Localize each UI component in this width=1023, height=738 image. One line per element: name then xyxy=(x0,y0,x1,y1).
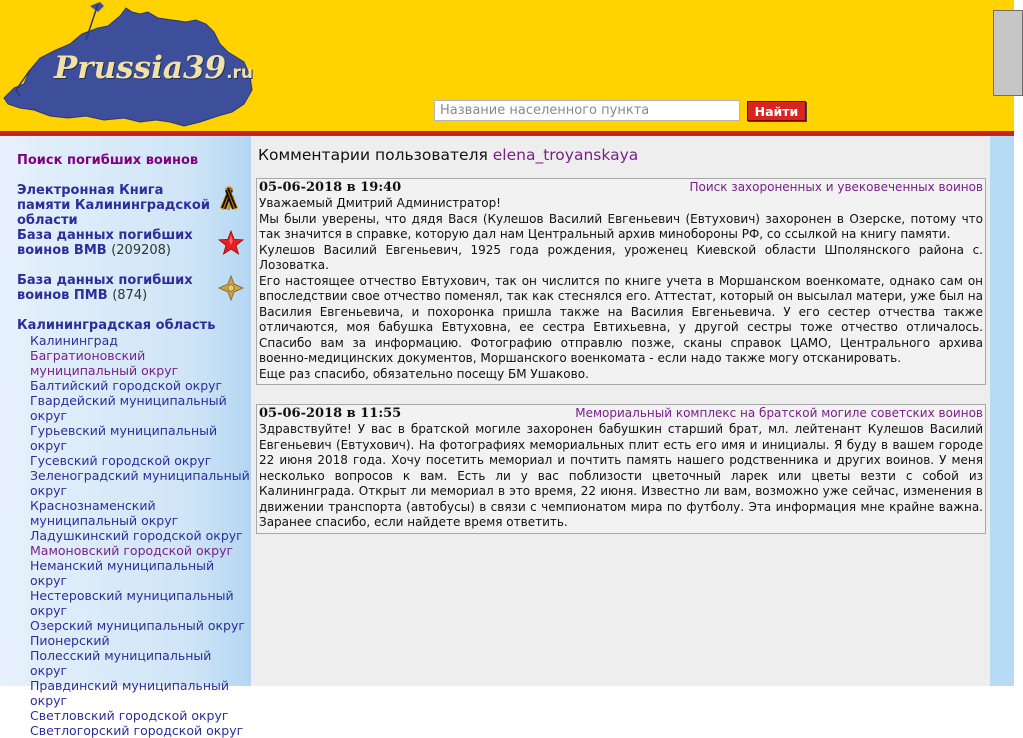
comment-paragraph: Уважаемый Дмитрий Администратор! xyxy=(259,196,501,210)
st-george-cross-icon xyxy=(218,275,244,301)
district-link[interactable]: Нестеровский муниципальный округ xyxy=(30,588,234,618)
district-link[interactable]: Озерский муниципальный округ xyxy=(30,618,245,633)
comment-paragraph: Его настоящее отчество Евтухович, так он числится по книге учета в Моршанском военкомате, однако сам он впоследствии свое отчество поменял, так как стеснялся его. Аттестат, который он высылал матери, уже был на Василия Евгеньевича, и похоронка пришла также на Василия Евгеньевича. У его сестер отчества также отличаются, моя бабушка Евтуховна, ее сестра Евтихьевна, у другой сестры тоже отчество отличалось. Спасибо вам за информацию. Фотографию отправлю позже, сканы справок ЦАМО, Центрального архива военно-медицинских документов, Моршанского военкомата - если надо также могу отсканировать. xyxy=(259,273,983,365)
district-link[interactable]: Калининград xyxy=(30,333,118,348)
district-link[interactable]: Гурьевский муниципальный округ xyxy=(30,423,218,453)
sidebar xyxy=(0,136,251,738)
district-link[interactable]: Мамоновский городской округ xyxy=(30,543,234,558)
district-link[interactable]: Неманский муниципальный округ xyxy=(30,558,215,588)
district-link[interactable]: Светловский городской округ xyxy=(30,708,229,723)
district-link[interactable]: Правдинский муниципальный округ xyxy=(30,678,230,708)
username-link[interactable]: elena_troyanskaya xyxy=(492,146,639,164)
district-link[interactable]: Зеленоградский муниципальный округ xyxy=(30,468,250,498)
comment-body xyxy=(259,196,983,382)
district-link[interactable]: Багратионовский муниципальный округ xyxy=(30,348,179,378)
comment-card xyxy=(256,178,986,385)
comment-card xyxy=(256,404,986,534)
red-star-icon xyxy=(218,230,244,256)
comment-date: 05-06-2018 в 19:40 xyxy=(259,180,402,195)
district-link[interactable]: Гусевский городской округ xyxy=(30,453,212,468)
district-link[interactable]: Светлогорский городской округ xyxy=(30,723,244,738)
comment-paragraph: Кулешов Василий Евгеньевич, 1925 года рождения, уроженец Киевской области Шполянского района с. Лозоватка. xyxy=(259,242,983,272)
st-george-ribbon-icon xyxy=(217,184,241,210)
comment-topic-link[interactable]: Поиск захороненных и увековеченных воинов xyxy=(689,180,983,194)
sidebar-link-memory-book[interactable]: Электронная Книга памяти Калининградской области xyxy=(17,183,210,228)
sidebar-link-ww1-db[interactable]: База данных погибших воинов ПМВ (874) xyxy=(17,273,193,303)
comment-body xyxy=(259,422,983,531)
sidebar-link-ww2-db[interactable]: База данных погибших воинов ВМВ (209208) xyxy=(17,228,193,258)
district-link[interactable]: Краснознаменский муниципальный округ xyxy=(30,498,179,528)
site-header xyxy=(0,0,1014,131)
comment-paragraph: Еще раз спасибо, обязательно посещу БМ Ушаково. xyxy=(259,366,589,381)
right-side-strip xyxy=(990,136,1014,686)
district-link[interactable]: Полесский муниципальный округ xyxy=(30,648,212,678)
logo-wordmark: Prussia39.ru xyxy=(54,50,254,86)
header-side-widget[interactable] xyxy=(993,10,1023,96)
district-link[interactable]: Гвардейский муниципальный округ xyxy=(30,393,227,423)
comment-paragraph: Мы были уверены, что дядя Вася (Кулешов Василий Евгеньевич (Евтухович) захоронен в Озерске, потому что так значится в справке, которую дал нам Центральный архив минобороны РФ, со ссылкой на книгу памяти. xyxy=(259,211,983,241)
comment-date: 05-06-2018 в 11:55 xyxy=(259,406,402,421)
sidebar-link-search-fallen[interactable]: Поиск погибших воинов xyxy=(17,153,199,168)
comment-topic-link[interactable]: Мемориальный комплекс на братской могиле советских воинов xyxy=(575,406,983,420)
district-link[interactable]: Балтийский городской округ xyxy=(30,378,223,393)
district-list xyxy=(30,333,250,738)
comment-paragraph: Здравствуйте! У вас в братской могиле захоронен бабушкин старший брат, мл. лейтенант Кулешов Василий Евгеньевич (Евтухович). На фотографиях мемориальных плит есть его имя и инициалы. Я буду в вашем городе 22 июня 2018 года. Хочу посетить мемориал и почтить память нашего родственника и других воинов. У меня несколько вопросов к вам. Есть ли у вас поблизости цветочный ларек или цветы везти с собой из Калининграда. Открыт ли мемориал в это время, 22 июня. Известно ли вам, возможно уже сейчас, изменения в движении транспорта (автобусы) в связи с чемпионатом мира по футболу. Эта информация мне крайне важна. Заранее спасибо, если найдете время ответить. xyxy=(259,422,983,529)
site-logo[interactable] xyxy=(0,0,330,131)
settlement-search-input[interactable] xyxy=(434,100,740,121)
district-link[interactable]: Ладушкинский городской округ xyxy=(30,528,243,543)
page-title: Комментарии пользователя elena_troyanskaya xyxy=(258,146,639,164)
sidebar-region-title[interactable]: Калининградская область xyxy=(17,318,216,333)
search-button[interactable]: Найти xyxy=(747,101,806,121)
district-link[interactable]: Пионерский xyxy=(30,633,110,648)
